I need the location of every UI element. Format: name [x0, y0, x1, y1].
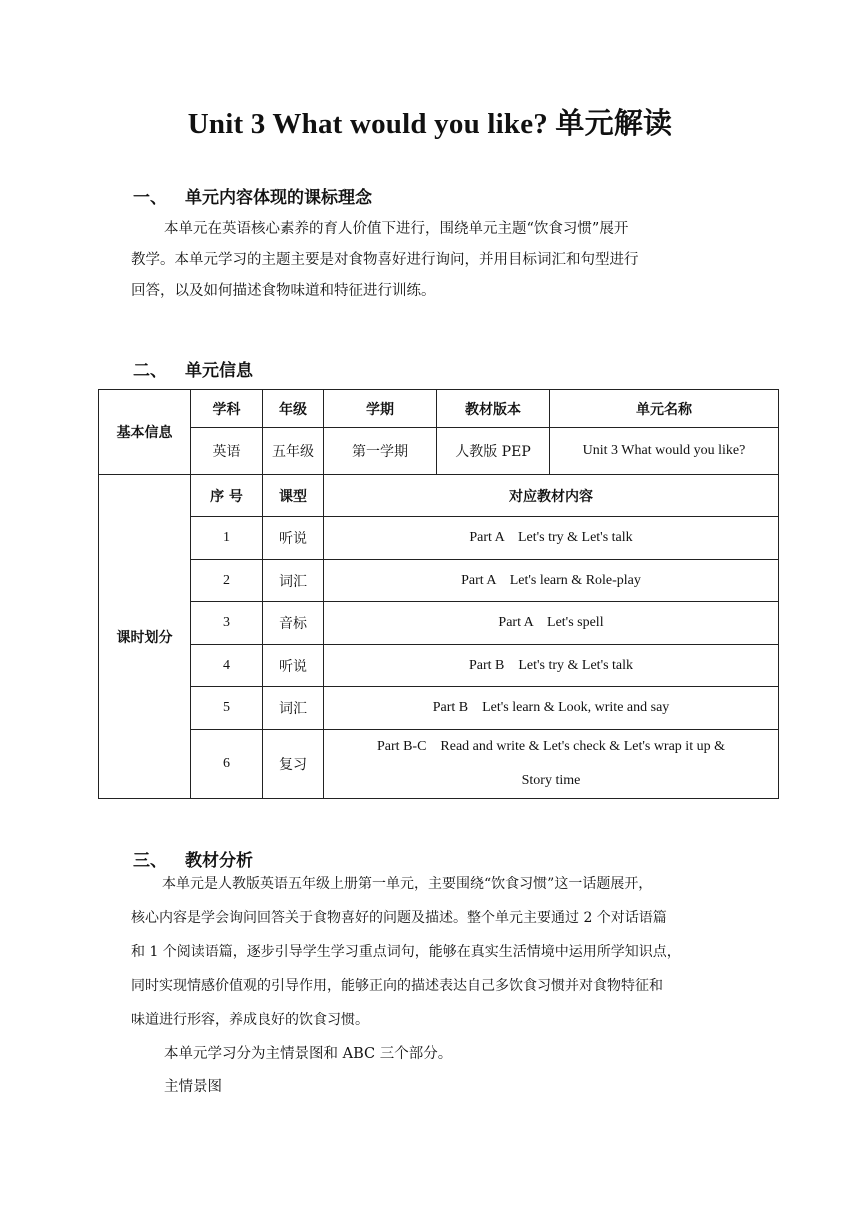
lesson-content [324, 730, 779, 799]
section-2-heading [133, 356, 253, 381]
header-content: 对应教材内容 [324, 475, 779, 517]
unit-info-table [98, 389, 779, 799]
table-row [99, 687, 779, 730]
table-row [99, 428, 779, 475]
value-subject: 英语 [191, 428, 263, 475]
header-lesson-type: 课型 [263, 475, 324, 517]
page-title: Unit 3 What would you like? 单元解读 [187, 108, 673, 140]
lesson-content: Part B Let's learn & Look, write and say [324, 687, 779, 730]
paragraph-line: 回答，以及如何描述食物味道和特征进行训练。 [131, 283, 436, 299]
section-1-title: 单元内容体现的课标理念 [185, 188, 372, 208]
section-3-paragraph [131, 867, 731, 1037]
paragraph-line: 味道进行形容，养成良好的饮食习惯。 [131, 1012, 369, 1028]
header-unit-name: 单元名称 [550, 390, 779, 428]
table-row [99, 475, 779, 517]
lesson-type: 音标 [263, 602, 324, 645]
lesson-content: Part A Let's spell [324, 602, 779, 645]
lesson-number: 5 [191, 687, 263, 730]
lesson-content: Part A Let's learn & Role-play [324, 560, 779, 602]
header-number: 序 号 [191, 475, 263, 517]
lesson-content-line: Part B-C Read and write & Let's check & Let's wrap it up & [377, 739, 725, 754]
table-row [99, 390, 779, 428]
lesson-content: Part A Let's try & Let's talk [324, 517, 779, 560]
header-term: 学期 [324, 390, 437, 428]
section-1-number: 一、 [133, 188, 167, 208]
abc-parts-line: 本单元学习分为主情景图和 ABC 三个部分。 [164, 1046, 453, 1062]
section-2-title: 单元信息 [185, 361, 253, 381]
table-row [99, 560, 779, 602]
paragraph-line: 核心内容是学会询问回答关于食物喜好的问题及描述。整个单元主要通过 2 个对话语篇 [131, 910, 667, 926]
section-1-paragraph [131, 214, 731, 307]
lesson-division-label: 课时划分 [99, 475, 191, 799]
lesson-content: Part B Let's try & Let's talk [324, 645, 779, 687]
table-row [99, 645, 779, 687]
value-grade: 五年级 [263, 428, 324, 475]
value-term: 第一学期 [324, 428, 437, 475]
header-subject: 学科 [191, 390, 263, 428]
paragraph-line: 和 1 个阅读语篇，逐步引导学生学习重点词句，能够在真实生活情境中运用所学知识点， [131, 944, 681, 960]
paragraph-line: 教学。本单元学习的主题主要是对食物喜好进行询问，并用目标词汇和句型进行 [131, 252, 639, 268]
header-grade: 年级 [263, 390, 324, 428]
lesson-number: 2 [191, 560, 263, 602]
lesson-type: 听说 [263, 517, 324, 560]
lesson-content-line: Story time [521, 773, 581, 788]
value-unit-name: Unit 3 What would you like? [550, 428, 779, 475]
lesson-number: 4 [191, 645, 263, 687]
section-1-heading [133, 183, 372, 208]
paragraph-line: 本单元是人教版英语五年级上册第一单元，主要围绕“饮食习惯”这一话题展开， [162, 876, 653, 892]
basic-info-label: 基本信息 [99, 390, 191, 475]
lesson-type: 听说 [263, 645, 324, 687]
lesson-type: 词汇 [263, 560, 324, 602]
value-edition: 人教版 PEP [437, 428, 550, 475]
table-row [99, 730, 779, 799]
lesson-type: 词汇 [263, 687, 324, 730]
section-2-number: 二、 [133, 361, 167, 381]
lesson-type: 复习 [263, 730, 324, 799]
section-3-number: 三、 [133, 851, 167, 871]
table-row [99, 517, 779, 560]
header-edition: 教材版本 [437, 390, 550, 428]
lesson-number: 1 [191, 517, 263, 560]
lesson-number: 6 [191, 730, 263, 799]
paragraph-line: 同时实现情感价值观的引导作用，能够正向的描述表达自己多饮食习惯并对食物特征和 [131, 978, 663, 994]
lesson-number: 3 [191, 602, 263, 645]
paragraph-line: 本单元在英语核心素养的育人价值下进行，围绕单元主题“饮食习惯”展开 [164, 221, 629, 237]
main-scene-label: 主情景图 [164, 1079, 222, 1095]
section-3-title: 教材分析 [185, 851, 253, 871]
table-row [99, 602, 779, 645]
